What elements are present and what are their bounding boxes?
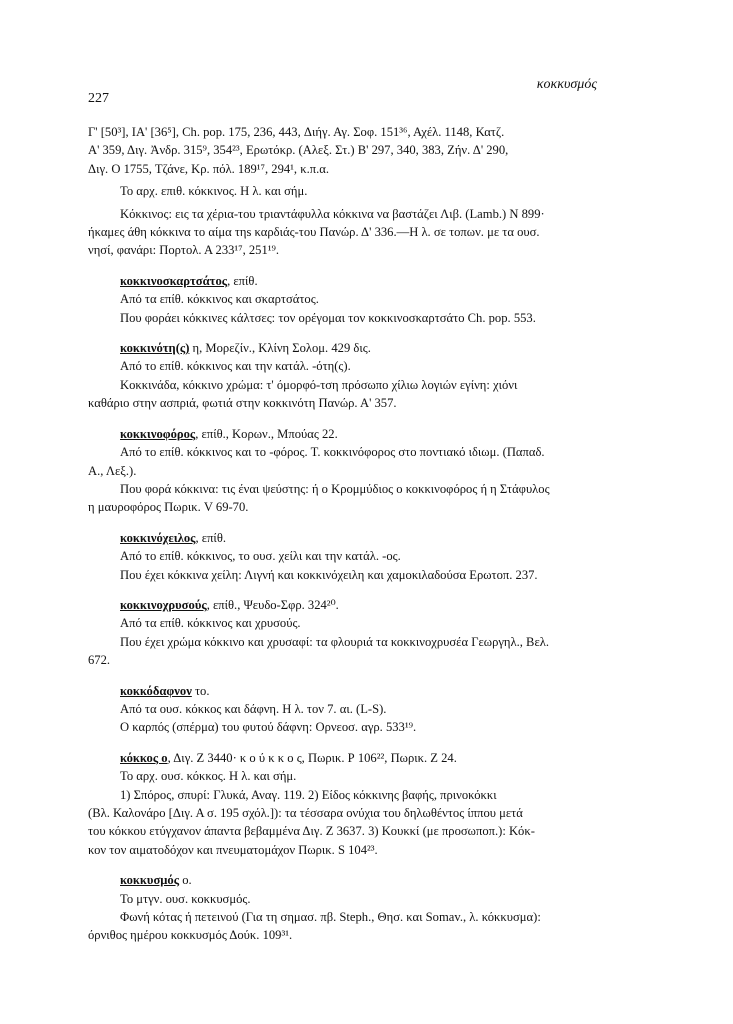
entry-headline <box>88 272 628 290</box>
text-line: κον τον αιματοδόχον και πνευματομάχον Πωρικ. S 104²³. <box>88 842 378 857</box>
dictionary-entry <box>88 749 628 859</box>
page-number: 227 <box>88 91 109 106</box>
text-line: Α., Λεξ.). <box>88 463 137 478</box>
text-line: του κόκκου ετύγχανον άπαντα βεβαμμένα Διγ. Ζ 3637. 3) Κουκκί (με προσωποπ.): Κόκ- <box>88 824 535 839</box>
text-line: Το αρχ. ουσ. κόκκος. Η λ. και σήμ. <box>120 769 297 784</box>
text-block <box>88 123 628 178</box>
text-line: Από το επίθ. κόκκινος και την κατάλ. -ότη(ς). <box>120 359 351 374</box>
text-line: 1) Σπόρος, σπυρί: Γλυκά, Αναγ. 119. 2) Είδος κόκκινης βαφής, πρινοκόκκι <box>120 787 497 802</box>
headword: κοκκινότη(ς) <box>120 341 190 356</box>
entry-headline <box>88 425 628 443</box>
text-line: ήκαμες άθη κόκκινα το αίμα τηs καρδιάς-του Πανώρ. Δ' 336.—Η λ. σε τοπων. με τα ουσ. <box>88 225 540 240</box>
headword-info: , επίθ., Ψευδο-Σφρ. 324²⁰. <box>206 597 339 612</box>
text-line: Διγ. Ο 1755, Τζάνε, Κρ. πόλ. 189¹⁷, 294¹, κ.π.α. <box>88 161 329 176</box>
dictionary-entry <box>88 529 628 584</box>
text-line: Που φοράει κόκκινες κάλτσες: τον ορέγομαι τον κοκκινοσκαρτσάτο Ch. pop. 553. <box>120 310 536 325</box>
dictionary-entry <box>88 596 628 670</box>
text-block <box>88 182 628 200</box>
text-line: όρνιθος ημέρου κοκκυσμός Δούκ. 109³¹. <box>88 928 293 943</box>
text-line: καθάριο στην ασπριά, φωτιά στην κοκκινότη Πανώρ. Α' 357. <box>88 396 397 411</box>
dictionary-body <box>88 123 628 945</box>
headword: κοκκινοφόρος <box>120 426 196 441</box>
headword: κοκκόδαφνον <box>120 683 192 698</box>
text-line: Γ' [50³], ΙΑ' [36⁵], Ch. pop. 175, 236, 443, Διήγ. Αγ. Σοφ. 151³⁶, Αχέλ. 1148, Κατζ. <box>88 125 505 139</box>
text-line: Που φορά κόκκινα: τις έναι ψεύστης: ή ο Κρομμύδιος ο κοκκινοφόρος ή η Στάφυλος <box>120 481 550 496</box>
entry-headline <box>88 749 628 767</box>
dictionary-entry <box>88 425 628 517</box>
entry-headline <box>88 339 628 357</box>
entry-headline <box>88 682 628 700</box>
text-line: Από τα ουσ. κόκκος και δάφνη. Η λ. τον 7. αι. (L-S). <box>120 701 387 716</box>
text-line: Κοκκινάδα, κόκκινο χρώμα: τ' όμορφό-τση πρόσωπο χίλιω λογιών εγίνη: χιόνι <box>120 377 518 392</box>
headword-info: η, Μορεζίν., Κλίνη Σολομ. 429 δις. <box>189 341 371 356</box>
text-line: Κόκκινος: εις τα χέρια-του τριαντάφυλλα κόκκινα να βαστάζει Λιβ. (Lamb.) Ν 899· <box>120 206 545 221</box>
text-line: Από το επίθ. κόκκινος και το -φόρος. Τ. κοκκινόφορος στο ποντιακό ιδιωμ. (Παπαδ. <box>120 445 545 460</box>
text-line: νησί, φανάρι: Πορτολ. Α 233¹⁷, 251¹⁹. <box>88 243 280 258</box>
entry-headline <box>88 529 628 547</box>
entry-headline <box>88 596 628 614</box>
dictionary-entry <box>88 339 628 413</box>
text-line: Από τα επίθ. κόκκινος και χρυσούς. <box>120 616 301 631</box>
headword: κοκκυσμός <box>120 873 180 888</box>
headword: κοκκινοχρυσούς <box>120 597 207 612</box>
dictionary-entry <box>88 272 628 327</box>
headword-info: το. <box>191 683 210 698</box>
text-line: (Βλ. Καλονάρο [Διγ. Α σ. 195 σχόλ.]): τα τέσσαρα ονύχια του δηλωθέντος ίππου μετά <box>88 806 523 820</box>
text-line: Που έχει χρώμα κόκκινο και χρυσαφί: τα φλουριά τα κοκκινοχρυσέα Γεωργηλ., Βελ. <box>120 634 549 649</box>
running-head: κοκκυσμός <box>536 77 597 92</box>
headword: κοκκινόχειλος <box>120 530 196 545</box>
entry-headline <box>88 871 628 889</box>
text-line: Από το επίθ. κόκκινος, το ουσ. χείλι και την κατάλ. -ος. <box>120 549 401 564</box>
headword-info: , επίθ. <box>195 530 226 545</box>
text-line: Φωνή κότας ή πετεινού (Για τη σημασ. πβ. Steph., Θησ. και Somav., λ. κόκκυσμα): <box>120 910 541 925</box>
text-line: Το μτγν. ουσ. κοκκυσμός. <box>120 891 251 906</box>
text-line: Το αρχ. επιθ. κόκκινος. Η λ. και σήμ. <box>120 184 308 199</box>
headword-info: , επίθ. <box>227 273 258 288</box>
text-line: Ο καρπός (σπέρμα) του φυτού δάφνη: Ορνεοσ. αγρ. 533¹⁹. <box>120 720 417 735</box>
headword-info: , Διγ. Ζ 3440· κ ο ύ κ κ ο ς, Πωρικ. Ρ 106²², Πωρικ. Ζ 24. <box>167 750 457 765</box>
text-line: 672. <box>88 653 111 668</box>
headword-info: , επίθ., Κορων., Μπούας 22. <box>195 426 338 441</box>
text-block <box>88 205 628 260</box>
text-line: η μαυροφόρος Πωρικ. V 69-70. <box>88 500 249 515</box>
dictionary-entry <box>88 871 628 945</box>
headword: κόκκος ο <box>120 750 168 765</box>
text-line: Που έχει κόκκινα χείλη: Λιγνή και κοκκινόχειλη και χαμοκιλαδούσα Ερωτοπ. 237. <box>120 567 538 582</box>
headword: κοκκινοσκαρτσάτος <box>120 273 228 288</box>
text-line: Α' 359, Διγ. Ἀνδρ. 315⁹, 354²³, Ερωτόκρ. (Αλεξ. Στ.) Β' 297, 340, 383, Ζήν. Δ' 290, <box>88 143 509 158</box>
dictionary-entry <box>88 682 628 737</box>
text-line: Από τα επίθ. κόκκινος και σκαρτσάτος. <box>120 292 319 307</box>
headword-info: ο. <box>179 873 192 888</box>
